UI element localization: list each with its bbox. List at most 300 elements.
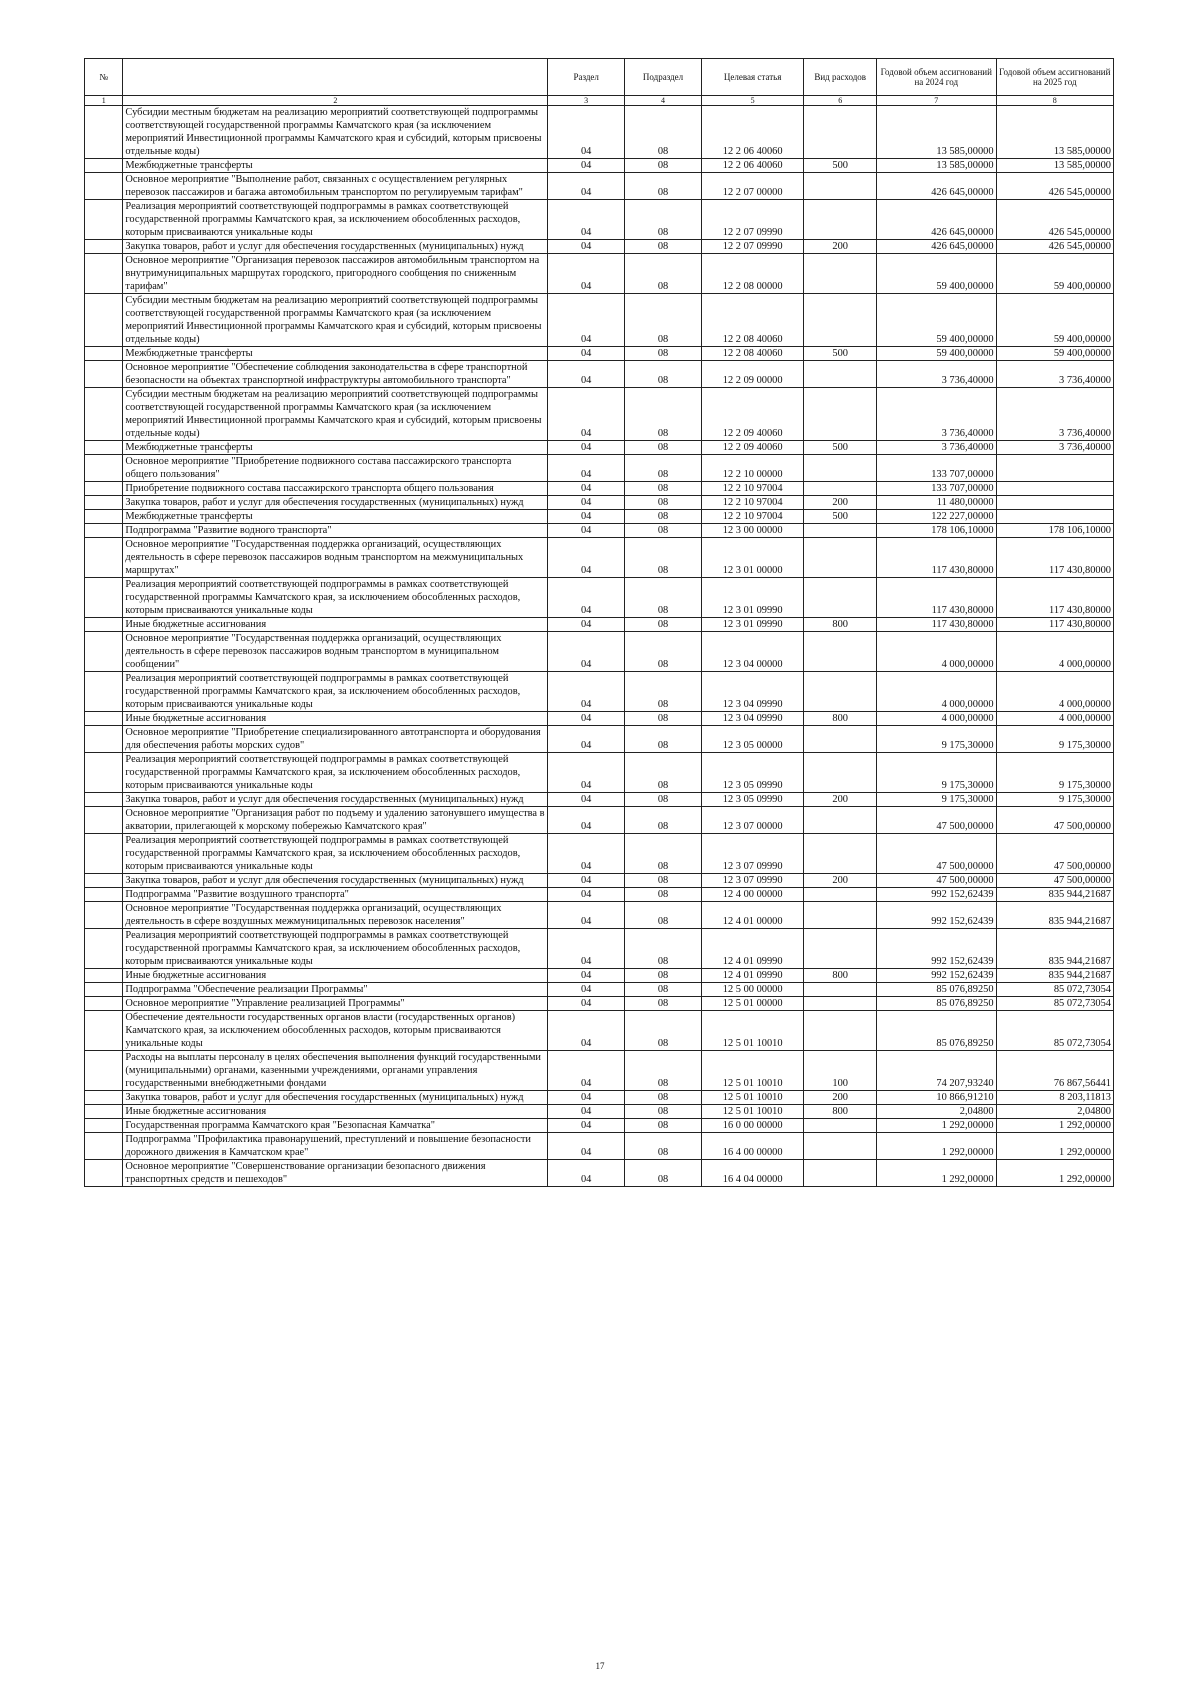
row-target-article-cell: 12 3 07 09990 [701,834,803,874]
row-target-article-cell: 12 5 01 10010 [701,1011,803,1051]
row-number-cell [85,726,123,753]
row-target-article-cell: 12 2 08 40060 [701,347,803,361]
row-allocation-2024-cell: 133 707,00000 [876,482,996,496]
row-subsection-cell: 08 [625,753,702,793]
table-row [85,632,1114,672]
row-subsection-cell: 08 [625,874,702,888]
row-allocation-2025-cell: 47 500,00000 [996,874,1113,888]
row-section-cell: 04 [548,969,625,983]
header-target-article: Целевая статья [701,59,803,96]
row-target-article-cell: 16 4 04 00000 [701,1160,803,1187]
row-section-cell: 04 [548,929,625,969]
row-section-cell: 04 [548,578,625,618]
row-name-cell: Иные бюджетные ассигнования [123,618,548,632]
row-subsection-cell: 08 [625,173,702,200]
row-number-cell [85,254,123,294]
row-section-cell: 04 [548,1119,625,1133]
row-number-cell [85,1133,123,1160]
row-name-cell: Реализация мероприятий соответствующей подпрограммы в рамках соответствующей государственной программы Камчатского края, за исключением обособленных расходов, которым присваиваются уникальные коды [123,929,548,969]
row-name-cell: Межбюджетные трансферты [123,510,548,524]
row-expense-type-cell [804,753,877,793]
row-section-cell: 04 [548,510,625,524]
row-section-cell: 04 [548,388,625,441]
row-target-article-cell: 12 2 10 97004 [701,510,803,524]
row-name-cell: Реализация мероприятий соответствующей подпрограммы в рамках соответствующей государственной программы Камчатского края, за исключением обособленных расходов, которым присваиваются уникальные коды [123,200,548,240]
table-row [85,106,1114,159]
row-expense-type-cell [804,1160,877,1187]
row-subsection-cell: 08 [625,672,702,712]
table-row [85,1105,1114,1119]
row-target-article-cell: 12 3 00 00000 [701,524,803,538]
table-row [85,294,1114,347]
row-target-article-cell: 12 4 00 00000 [701,888,803,902]
table-row [85,200,1114,240]
row-subsection-cell: 08 [625,482,702,496]
column-number: 3 [548,96,625,106]
row-subsection-cell: 08 [625,1051,702,1091]
row-allocation-2024-cell: 1 292,00000 [876,1160,996,1187]
row-expense-type-cell [804,524,877,538]
row-expense-type-cell: 800 [804,1105,877,1119]
row-target-article-cell: 12 3 05 09990 [701,793,803,807]
row-allocation-2024-cell: 992 152,62439 [876,929,996,969]
table-row [85,712,1114,726]
row-section-cell: 04 [548,254,625,294]
row-name-cell: Закупка товаров, работ и услуг для обеспечения государственных (муниципальных) нужд [123,1091,548,1105]
row-allocation-2025-cell: 4 000,00000 [996,672,1113,712]
row-target-article-cell: 12 5 01 00000 [701,997,803,1011]
row-allocation-2024-cell: 122 227,00000 [876,510,996,524]
row-target-article-cell: 12 3 04 09990 [701,712,803,726]
row-allocation-2024-cell: 85 076,89250 [876,1011,996,1051]
table-row [85,538,1114,578]
row-target-article-cell: 12 2 08 40060 [701,294,803,347]
row-expense-type-cell [804,538,877,578]
row-subsection-cell: 08 [625,240,702,254]
row-number-cell [85,1051,123,1091]
row-name-cell: Подпрограмма "Профилактика правонарушений, преступлений и повышение безопасности дорожного движения в Камчатском крае" [123,1133,548,1160]
row-allocation-2024-cell: 59 400,00000 [876,294,996,347]
row-name-cell: Основное мероприятие "Управление реализацией Программы" [123,997,548,1011]
row-allocation-2025-cell: 8 203,11813 [996,1091,1113,1105]
table-row [85,510,1114,524]
column-number: 4 [625,96,702,106]
row-section-cell: 04 [548,524,625,538]
table-row [85,496,1114,510]
table-row [85,793,1114,807]
row-expense-type-cell [804,482,877,496]
row-number-cell [85,578,123,618]
row-allocation-2025-cell: 85 072,73054 [996,1011,1113,1051]
row-expense-type-cell: 100 [804,1051,877,1091]
row-allocation-2025-cell: 178 106,10000 [996,524,1113,538]
row-target-article-cell: 12 2 09 40060 [701,441,803,455]
row-name-cell: Приобретение подвижного состава пассажирского транспорта общего пользования [123,482,548,496]
row-subsection-cell: 08 [625,1160,702,1187]
row-subsection-cell: 08 [625,524,702,538]
row-subsection-cell: 08 [625,538,702,578]
row-subsection-cell: 08 [625,726,702,753]
row-section-cell: 04 [548,793,625,807]
row-expense-type-cell [804,997,877,1011]
row-allocation-2024-cell: 1 292,00000 [876,1119,996,1133]
row-allocation-2025-cell: 9 175,30000 [996,753,1113,793]
row-number-cell [85,618,123,632]
row-subsection-cell: 08 [625,510,702,524]
row-name-cell: Основное мероприятие "Государственная поддержка организаций, осуществляющих деятельность в сфере перевозок пассажиров водным транспортом на межмуниципальных маршрутах" [123,538,548,578]
row-expense-type-cell: 200 [804,496,877,510]
row-number-cell [85,294,123,347]
row-number-cell [85,361,123,388]
row-allocation-2025-cell: 47 500,00000 [996,807,1113,834]
row-allocation-2024-cell: 11 480,00000 [876,496,996,510]
table-row [85,997,1114,1011]
row-target-article-cell: 12 2 06 40060 [701,159,803,173]
row-name-cell: Субсидии местным бюджетам на реализацию мероприятий соответствующей подпрограммы соответствующей государственной программы Камчатского края (за исключением мероприятий Инвестиционной программы Камчатского края и субсидий, которым присвоены отдельные коды) [123,388,548,441]
row-number-cell [85,441,123,455]
row-name-cell: Основное мероприятие "Выполнение работ, связанных с осуществлением регулярных перевозок пассажиров и багажа автомобильным транспортом по регулируемым тарифам" [123,173,548,200]
row-allocation-2025-cell: 426 545,00000 [996,173,1113,200]
table-row [85,524,1114,538]
table-row [85,874,1114,888]
row-name-cell: Основное мероприятие "Государственная поддержка организаций, осуществляющих деятельность в сфере воздушных межмуниципальных перевозок населения" [123,902,548,929]
row-allocation-2024-cell: 1 292,00000 [876,1133,996,1160]
column-number: 1 [85,96,123,106]
row-allocation-2024-cell: 426 645,00000 [876,200,996,240]
table-row [85,173,1114,200]
row-allocation-2025-cell: 59 400,00000 [996,254,1113,294]
row-section-cell: 04 [548,482,625,496]
row-number-cell [85,1119,123,1133]
row-name-cell: Подпрограмма "Развитие воздушного транспорта" [123,888,548,902]
row-expense-type-cell [804,983,877,997]
row-target-article-cell: 16 0 00 00000 [701,1119,803,1133]
row-name-cell: Расходы на выплаты персоналу в целях обеспечения выполнения функций государственными (муниципальными) органами, казенными учреждениями, органами управления государственными внебюджетными фондами [123,1051,548,1091]
row-section-cell: 04 [548,294,625,347]
row-number-cell [85,200,123,240]
row-target-article-cell: 12 3 07 00000 [701,807,803,834]
row-expense-type-cell [804,807,877,834]
row-number-cell [85,347,123,361]
row-expense-type-cell: 800 [804,712,877,726]
row-allocation-2024-cell: 992 152,62439 [876,888,996,902]
row-allocation-2025-cell: 835 944,21687 [996,888,1113,902]
row-allocation-2024-cell: 9 175,30000 [876,793,996,807]
row-allocation-2024-cell: 9 175,30000 [876,726,996,753]
row-subsection-cell: 08 [625,1119,702,1133]
column-number: 8 [996,96,1113,106]
row-allocation-2025-cell: 426 545,00000 [996,240,1113,254]
table-row [85,753,1114,793]
header-num: № [85,59,123,96]
row-allocation-2024-cell: 178 106,10000 [876,524,996,538]
row-number-cell [85,1011,123,1051]
table-row [85,902,1114,929]
row-section-cell: 04 [548,902,625,929]
row-allocation-2025-cell: 1 292,00000 [996,1119,1113,1133]
row-section-cell: 04 [548,983,625,997]
table-row [85,578,1114,618]
row-expense-type-cell [804,200,877,240]
row-section-cell: 04 [548,1160,625,1187]
row-expense-type-cell: 200 [804,874,877,888]
row-allocation-2024-cell: 59 400,00000 [876,254,996,294]
row-expense-type-cell: 800 [804,969,877,983]
row-expense-type-cell: 500 [804,159,877,173]
row-expense-type-cell [804,929,877,969]
row-allocation-2024-cell: 4 000,00000 [876,672,996,712]
row-number-cell [85,997,123,1011]
row-allocation-2024-cell: 3 736,40000 [876,388,996,441]
row-expense-type-cell [804,632,877,672]
row-allocation-2025-cell: 835 944,21687 [996,929,1113,969]
row-subsection-cell: 08 [625,1011,702,1051]
row-target-article-cell: 12 2 10 97004 [701,496,803,510]
row-subsection-cell: 08 [625,969,702,983]
row-allocation-2024-cell: 47 500,00000 [876,874,996,888]
row-target-article-cell: 12 5 01 10010 [701,1105,803,1119]
row-allocation-2025-cell: 835 944,21687 [996,902,1113,929]
row-allocation-2025-cell: 117 430,80000 [996,578,1113,618]
row-subsection-cell: 08 [625,793,702,807]
row-expense-type-cell [804,1119,877,1133]
table-row [85,983,1114,997]
row-target-article-cell: 12 3 07 09990 [701,874,803,888]
row-number-cell [85,173,123,200]
row-number-cell [85,1160,123,1187]
table-row [85,254,1114,294]
row-number-cell [85,983,123,997]
row-name-cell: Закупка товаров, работ и услуг для обеспечения государственных (муниципальных) нужд [123,496,548,510]
row-name-cell: Обеспечение деятельности государственных органов власти (государственных органов) Камчатского края, за исключением обособленных расходов, которым присваиваются уникальные коды [123,1011,548,1051]
row-allocation-2025-cell: 47 500,00000 [996,834,1113,874]
row-section-cell: 04 [548,618,625,632]
row-target-article-cell: 12 3 01 00000 [701,538,803,578]
row-name-cell: Подпрограмма "Развитие водного транспорта" [123,524,548,538]
row-expense-type-cell [804,1011,877,1051]
row-subsection-cell: 08 [625,997,702,1011]
row-allocation-2024-cell: 9 175,30000 [876,753,996,793]
row-allocation-2024-cell: 4 000,00000 [876,632,996,672]
row-target-article-cell: 12 3 01 09990 [701,618,803,632]
row-name-cell: Реализация мероприятий соответствующей подпрограммы в рамках соответствующей государственной программы Камчатского края, за исключением обособленных расходов, которым присваиваются уникальные коды [123,834,548,874]
column-number: 5 [701,96,803,106]
row-expense-type-cell [804,1133,877,1160]
row-name-cell: Закупка товаров, работ и услуг для обеспечения государственных (муниципальных) нужд [123,793,548,807]
row-subsection-cell: 08 [625,159,702,173]
column-number: 2 [123,96,548,106]
row-name-cell: Межбюджетные трансферты [123,159,548,173]
row-subsection-cell: 08 [625,902,702,929]
row-allocation-2025-cell: 117 430,80000 [996,538,1113,578]
row-target-article-cell: 12 3 04 00000 [701,632,803,672]
row-name-cell: Основное мероприятие "Приобретение специализированного автотранспорта и оборудования для обеспечения работы морских судов" [123,726,548,753]
row-expense-type-cell [804,726,877,753]
row-allocation-2024-cell: 992 152,62439 [876,969,996,983]
row-expense-type-cell: 500 [804,510,877,524]
header-allocation-2025: Годовой объем ассигнований на 2025 год [996,59,1113,96]
row-number-cell [85,834,123,874]
row-target-article-cell: 12 2 08 00000 [701,254,803,294]
table-row [85,726,1114,753]
row-target-article-cell: 16 4 00 00000 [701,1133,803,1160]
row-target-article-cell: 12 2 06 40060 [701,106,803,159]
row-name-cell: Субсидии местным бюджетам на реализацию мероприятий соответствующей подпрограммы соответствующей государственной программы Камчатского края (за исключением мероприятий Инвестиционной программы Камчатского края и субсидий, которым присвоены отдельные коды) [123,106,548,159]
row-section-cell: 04 [548,1051,625,1091]
row-target-article-cell: 12 5 01 10010 [701,1051,803,1091]
row-allocation-2025-cell: 76 867,56441 [996,1051,1113,1091]
row-name-cell: Иные бюджетные ассигнования [123,712,548,726]
header-name [123,59,548,96]
row-section-cell: 04 [548,632,625,672]
row-allocation-2024-cell: 13 585,00000 [876,106,996,159]
table-row [85,388,1114,441]
row-allocation-2024-cell: 426 645,00000 [876,240,996,254]
row-number-cell [85,510,123,524]
row-target-article-cell: 12 2 10 97004 [701,482,803,496]
row-subsection-cell: 08 [625,388,702,441]
row-expense-type-cell [804,888,877,902]
table-row [85,929,1114,969]
row-subsection-cell: 08 [625,496,702,510]
row-target-article-cell: 12 2 10 00000 [701,455,803,482]
row-name-cell: Основное мероприятие "Организация работ по подъему и удалению затонувшего имущества в акватории, прилегающей к морскому побережью Камчатского края" [123,807,548,834]
table-row [85,482,1114,496]
row-allocation-2025-cell: 835 944,21687 [996,969,1113,983]
table-row [85,1160,1114,1187]
row-subsection-cell: 08 [625,1091,702,1105]
row-allocation-2024-cell: 13 585,00000 [876,159,996,173]
row-allocation-2024-cell: 85 076,89250 [876,983,996,997]
row-section-cell: 04 [548,726,625,753]
row-number-cell [85,874,123,888]
row-expense-type-cell [804,254,877,294]
row-allocation-2024-cell: 47 500,00000 [876,834,996,874]
row-name-cell: Основное мероприятие "Государственная поддержка организаций, осуществляющих деятельность в сфере перевозок пассажиров водным транспортом в муниципальном сообщении" [123,632,548,672]
table-row [85,969,1114,983]
row-section-cell: 04 [548,1105,625,1119]
row-name-cell: Основное мероприятие "Совершенствование организации безопасного движения транспортных средств и пешеходов" [123,1160,548,1187]
row-allocation-2025-cell: 1 292,00000 [996,1160,1113,1187]
row-expense-type-cell: 500 [804,347,877,361]
row-section-cell: 04 [548,834,625,874]
table-row [85,672,1114,712]
row-expense-type-cell: 500 [804,441,877,455]
row-section-cell: 04 [548,538,625,578]
row-subsection-cell: 08 [625,200,702,240]
row-subsection-cell: 08 [625,807,702,834]
row-allocation-2025-cell: 1 292,00000 [996,1133,1113,1160]
row-allocation-2024-cell: 74 207,93240 [876,1051,996,1091]
row-section-cell: 04 [548,672,625,712]
row-number-cell [85,672,123,712]
row-number-cell [85,807,123,834]
row-subsection-cell: 08 [625,455,702,482]
row-allocation-2025-cell: 3 736,40000 [996,441,1113,455]
row-section-cell: 04 [548,1011,625,1051]
row-subsection-cell: 08 [625,1105,702,1119]
row-allocation-2025-cell: 4 000,00000 [996,712,1113,726]
row-target-article-cell: 12 4 01 00000 [701,902,803,929]
row-expense-type-cell [804,578,877,618]
row-target-article-cell: 12 2 07 09990 [701,200,803,240]
row-name-cell: Реализация мероприятий соответствующей подпрограммы в рамках соответствующей государственной программы Камчатского края, за исключением обособленных расходов, которым присваиваются уникальные коды [123,578,548,618]
row-allocation-2024-cell: 3 736,40000 [876,361,996,388]
row-name-cell: Основное мероприятие "Приобретение подвижного состава пассажирского транспорта общего пользования" [123,455,548,482]
row-target-article-cell: 12 3 01 09990 [701,578,803,618]
row-section-cell: 04 [548,200,625,240]
row-allocation-2024-cell: 59 400,00000 [876,347,996,361]
row-name-cell: Подпрограмма "Обеспечение реализации Программы" [123,983,548,997]
row-expense-type-cell: 800 [804,618,877,632]
row-allocation-2024-cell: 133 707,00000 [876,455,996,482]
row-number-cell [85,712,123,726]
header-expense-type: Вид расходов [804,59,877,96]
row-number-cell [85,969,123,983]
row-section-cell: 04 [548,1091,625,1105]
row-number-cell [85,1091,123,1105]
row-subsection-cell: 08 [625,1133,702,1160]
row-allocation-2024-cell: 992 152,62439 [876,902,996,929]
row-section-cell: 04 [548,347,625,361]
row-subsection-cell: 08 [625,618,702,632]
budget-table [84,58,1114,1187]
row-number-cell [85,1105,123,1119]
row-section-cell: 04 [548,361,625,388]
row-expense-type-cell: 200 [804,1091,877,1105]
row-expense-type-cell [804,173,877,200]
table-row [85,1011,1114,1051]
row-allocation-2024-cell: 3 736,40000 [876,441,996,455]
row-target-article-cell: 12 4 01 09990 [701,929,803,969]
row-number-cell [85,929,123,969]
row-allocation-2025-cell: 85 072,73054 [996,983,1113,997]
row-expense-type-cell [804,106,877,159]
row-name-cell: Иные бюджетные ассигнования [123,1105,548,1119]
row-allocation-2025-cell: 4 000,00000 [996,632,1113,672]
row-allocation-2025-cell [996,482,1113,496]
row-allocation-2025-cell: 9 175,30000 [996,726,1113,753]
row-name-cell: Реализация мероприятий соответствующей подпрограммы в рамках соответствующей государственной программы Камчатского края, за исключением обособленных расходов, которым присваиваются уникальные коды [123,753,548,793]
row-subsection-cell: 08 [625,632,702,672]
row-name-cell: Субсидии местным бюджетам на реализацию мероприятий соответствующей подпрограммы соответствующей государственной программы Камчатского края (за исключением мероприятий Инвестиционной программы Камчатского края и субсидий, которым присвоены отдельные коды) [123,294,548,347]
table-row [85,888,1114,902]
row-number-cell [85,106,123,159]
row-section-cell: 04 [548,807,625,834]
row-allocation-2025-cell: 117 430,80000 [996,618,1113,632]
row-target-article-cell: 12 2 09 40060 [701,388,803,441]
row-section-cell: 04 [548,240,625,254]
header-row [85,59,1114,96]
row-allocation-2024-cell: 10 866,91210 [876,1091,996,1105]
row-allocation-2024-cell: 117 430,80000 [876,618,996,632]
row-allocation-2025-cell: 13 585,00000 [996,106,1113,159]
row-allocation-2025-cell [996,496,1113,510]
header-allocation-2024: Годовой объем ассигнований на 2024 год [876,59,996,96]
row-number-cell [85,240,123,254]
table-row [85,1119,1114,1133]
row-allocation-2025-cell: 3 736,40000 [996,388,1113,441]
row-subsection-cell: 08 [625,106,702,159]
row-section-cell: 04 [548,455,625,482]
row-allocation-2025-cell: 85 072,73054 [996,997,1113,1011]
row-number-cell [85,159,123,173]
row-number-cell [85,455,123,482]
row-number-cell [85,753,123,793]
row-name-cell: Межбюджетные трансферты [123,441,548,455]
row-subsection-cell: 08 [625,347,702,361]
row-target-article-cell: 12 4 01 09990 [701,969,803,983]
